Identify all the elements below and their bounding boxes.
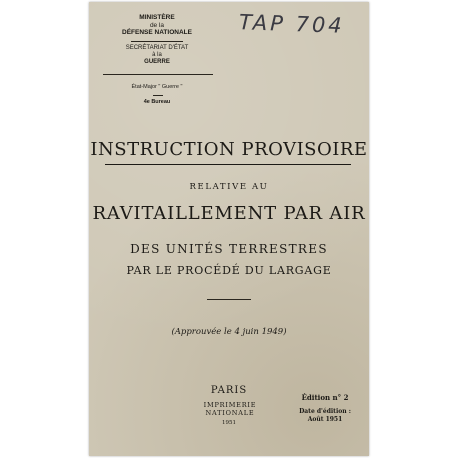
handwritten-reference: TAP 704: [238, 10, 346, 38]
edition-date-label: Date d'édition :: [299, 408, 351, 415]
secretariat-line-1: SECRÉTARIAT D'ÉTAT: [125, 45, 189, 51]
ministry-line-2: de la: [149, 21, 165, 29]
title-instruction: INSTRUCTION PROVISOIRE: [90, 139, 368, 160]
etat-major-dash: [153, 95, 163, 96]
publication-city: PARIS: [210, 385, 248, 396]
title-underline: [105, 164, 351, 165]
edition-date: Août 1951: [307, 416, 343, 423]
title-unites: DES UNITÉS TERRESTRES: [130, 242, 328, 256]
title-ravitaillement: RAVITAILLEMENT PAR AIR: [92, 203, 366, 224]
ministry-line-1: MINISTÈRE: [139, 14, 175, 21]
ministry-divider: [131, 41, 183, 42]
publication-year: 1951: [222, 420, 236, 426]
printer-name: IMPRIMERIE NATIONALE: [203, 401, 257, 417]
approval-date: (Approuvée le 4 juin 1949): [171, 327, 287, 337]
document-page: [89, 2, 369, 456]
title-separator: [207, 299, 251, 300]
title-procede: PAR LE PROCÉDÉ DU LARGAGE: [126, 264, 332, 277]
bureau-label: 4e Bureau: [143, 99, 171, 105]
header-rule: [103, 74, 213, 75]
ministry-header: [103, 14, 211, 37]
secretariat-line-2: à la: [152, 52, 162, 58]
secretariat-header: [103, 45, 211, 66]
etat-major-label: État-Major " Guerre ": [131, 84, 183, 90]
ministry-line-3: DÉFENSE NATIONALE: [122, 29, 192, 36]
secretariat-line-3: GUERRE: [144, 59, 170, 65]
edition-number: Édition n° 2: [301, 393, 349, 402]
relative-au-label: RELATIVE AU: [189, 182, 269, 192]
